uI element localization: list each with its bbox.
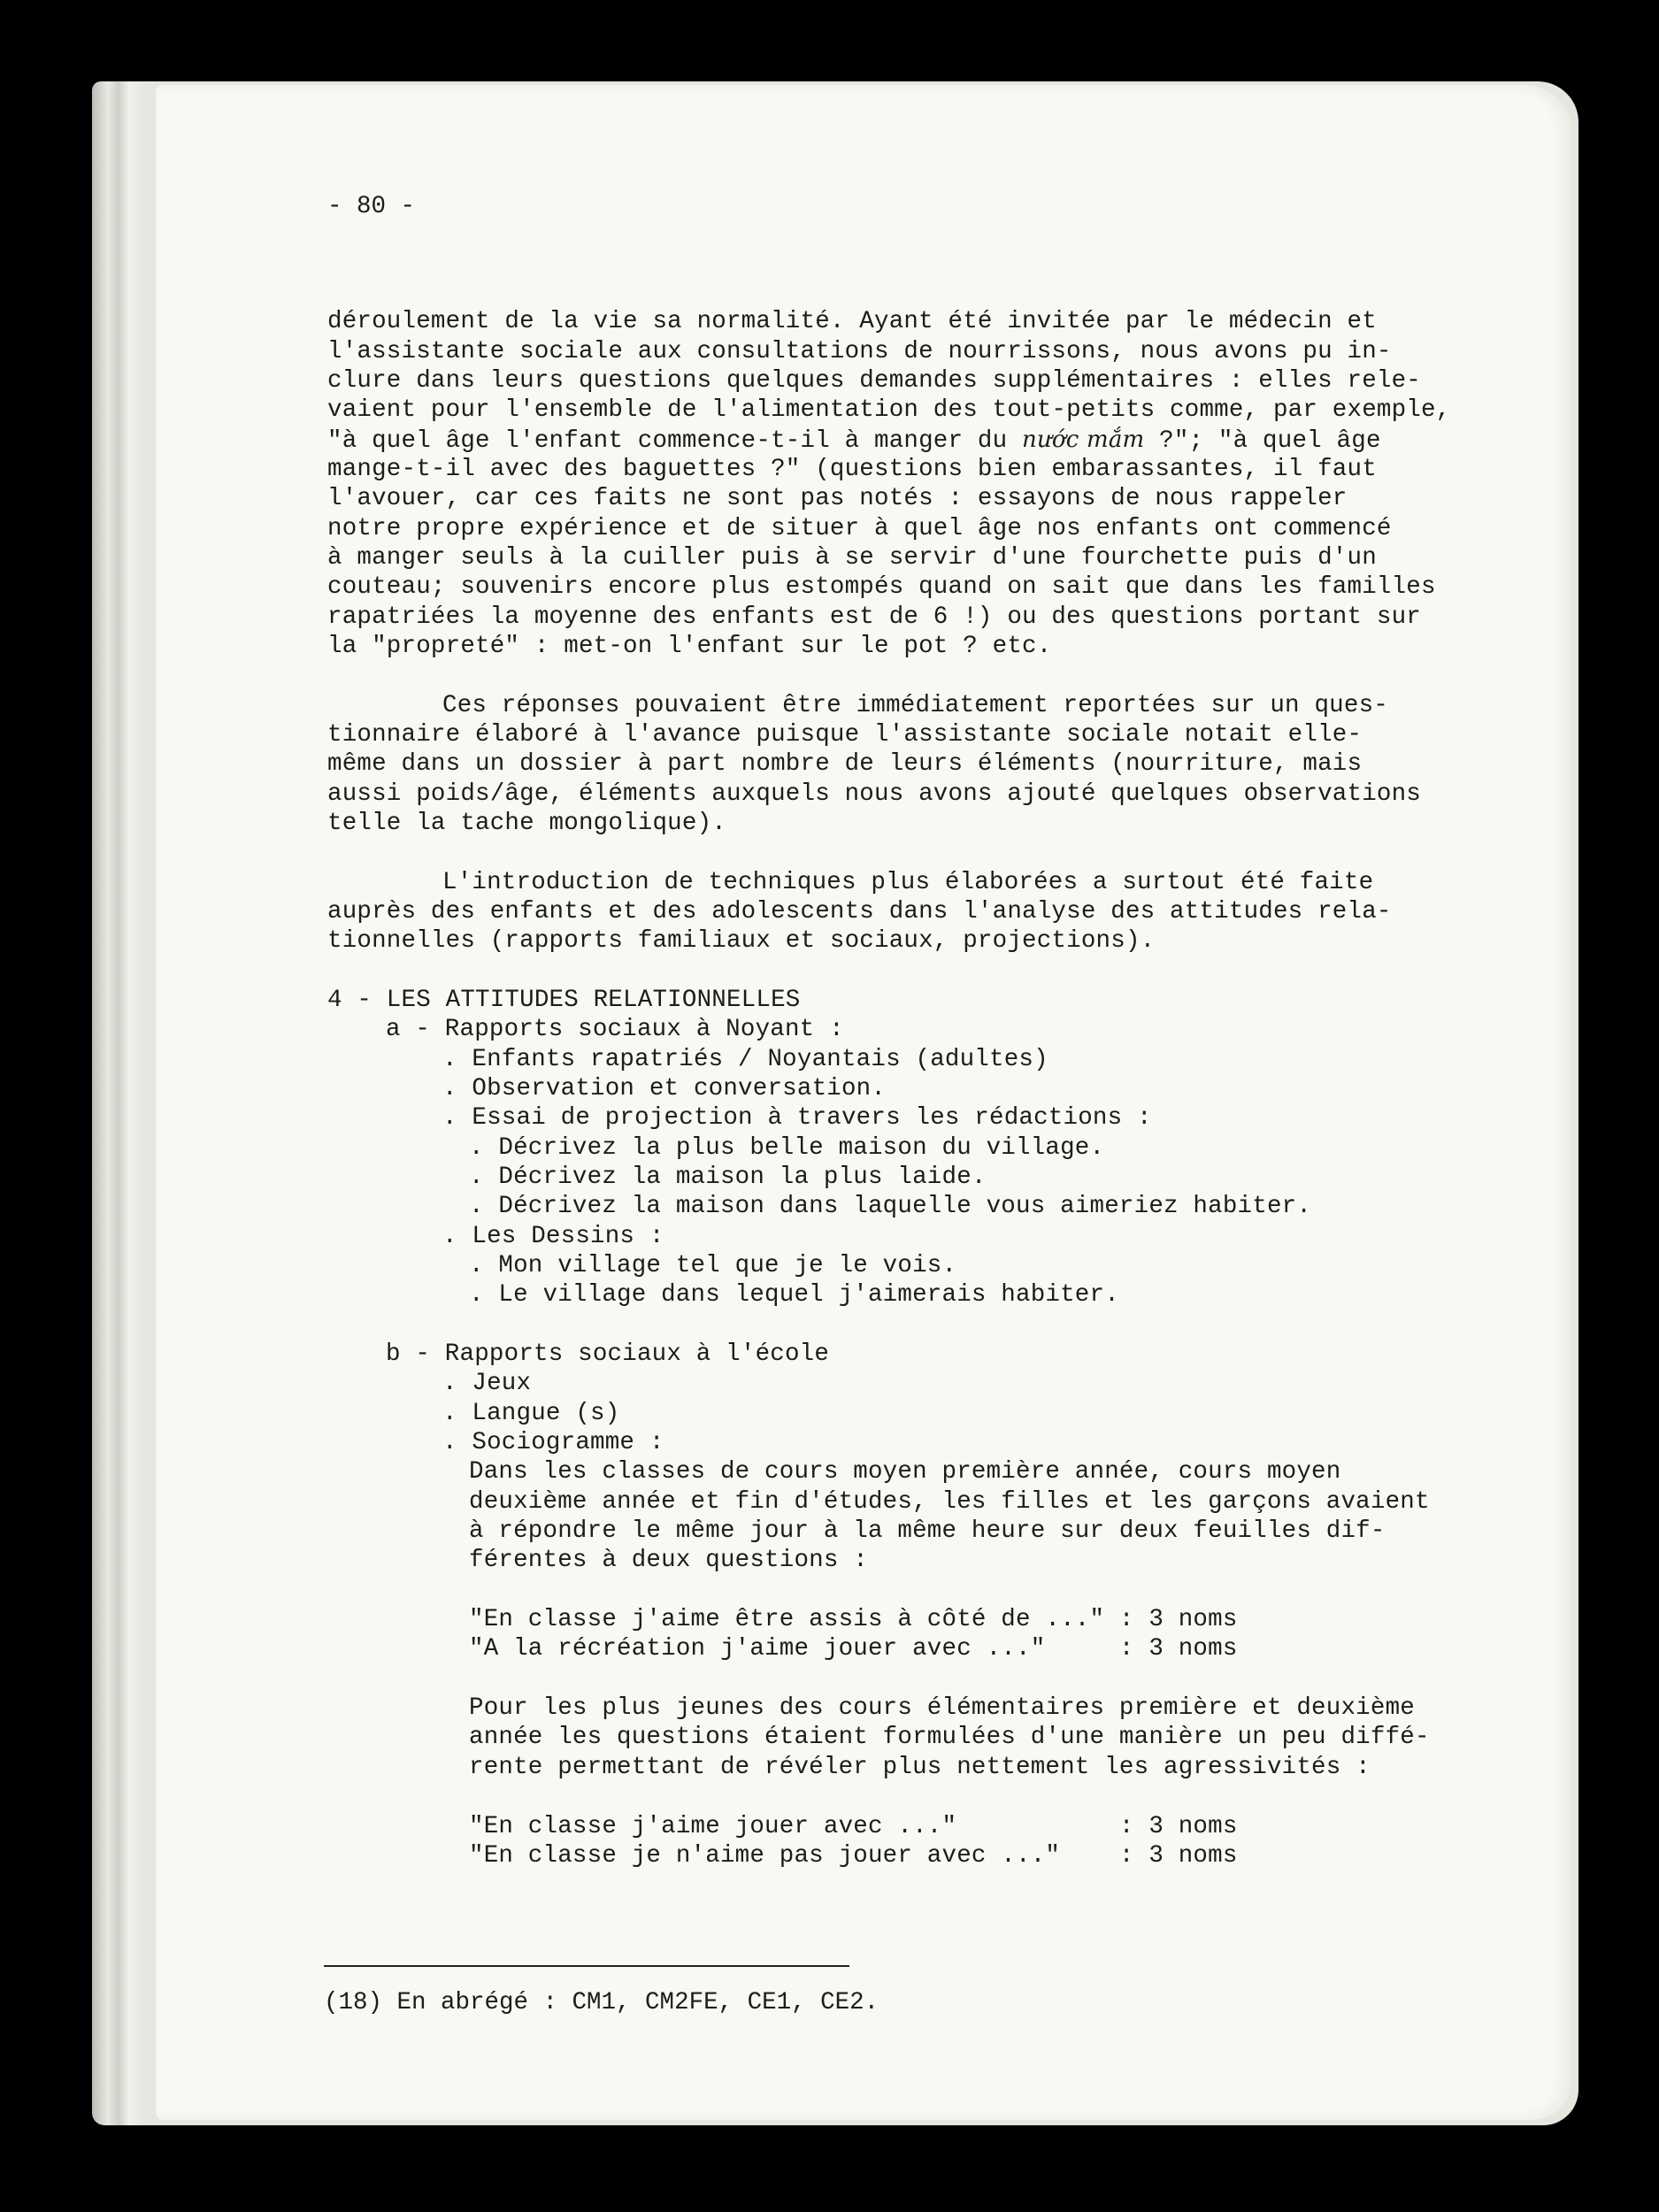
- text-line: [327, 926, 1155, 956]
- text-line: [327, 572, 1436, 602]
- text-line: [469, 1723, 1430, 1752]
- text-line-content: . Décrivez la plus belle maison du village.: [469, 1134, 1105, 1162]
- text-line: [327, 603, 1421, 632]
- text-line: [327, 366, 1421, 396]
- italic-term: nước mắm: [1022, 426, 1145, 453]
- text-line: [327, 809, 726, 838]
- text-line: [442, 1222, 664, 1251]
- text-line-content: auprès des enfants et des adolescents dans l'analyse des attitudes rela-: [327, 898, 1392, 926]
- text-line: [327, 514, 1392, 543]
- text-line-content: "En classe je n'aime pas jouer avec ..." : 3 noms: [469, 1842, 1238, 1870]
- text-line-content: à répondre le même jour à la même heure sur deux feuilles dif-: [469, 1517, 1386, 1545]
- text-line: [469, 1634, 1238, 1663]
- text-line: [327, 307, 1377, 336]
- text-line-content: 4 - LES ATTITUDES RELATIONNELLES: [327, 987, 801, 1014]
- text-line-content: même dans un dossier à part nombre de leurs éléments (nourriture, mais: [327, 750, 1363, 778]
- text-line: [469, 1192, 1311, 1221]
- text-line-content: a - Rapports sociaux à Noyant :: [386, 1016, 844, 1043]
- text-line-content: . Décrivez la maison la plus laide.: [469, 1164, 987, 1191]
- text-line: [469, 1133, 1104, 1163]
- text-line: [469, 1517, 1386, 1546]
- text-line: [469, 1487, 1430, 1517]
- text-line: [327, 897, 1392, 926]
- text-line-content: . Jeux: [442, 1370, 532, 1397]
- text-line-content: "A la récréation j'aime jouer avec ..." : 3 noms: [469, 1635, 1238, 1663]
- footnote-divider: [324, 1965, 849, 1967]
- text-line-content: "à quel âge l'enfant commence-t-il à manger du: [327, 427, 1023, 455]
- text-line-content: L'introduction de techniques plus élaborées a surtout été faite: [442, 869, 1374, 896]
- text-line: [469, 1841, 1238, 1870]
- text-line-content: l'assistante sociale aux consultations de nourrissons, nous avons pu in-: [327, 338, 1392, 365]
- text-line-content: rente permettant de révéler plus nettement les agressivités :: [469, 1754, 1371, 1781]
- text-line: [442, 691, 1388, 720]
- text-line: [327, 396, 1450, 425]
- text-line: [327, 720, 1362, 749]
- text-line-content: aussi poids/âge, éléments auxquels nous avons ajouté quelques observations: [327, 780, 1421, 808]
- text-line-content: "En classe j'aime jouer avec ..." : 3 noms: [469, 1813, 1238, 1840]
- text-line-content: Ces réponses pouvaient être immédiatement reportées sur un ques-: [442, 692, 1388, 719]
- text-line-content: rapatriées la moyenne des enfants est de 6 !) ou des questions portant sur: [327, 603, 1421, 631]
- text-line-content: "En classe j'aime être assis à côté de ..." : 3 noms: [469, 1606, 1238, 1633]
- text-line-content: mange-t-il avec des baguettes ?" (questions bien embarassantes, il faut: [327, 456, 1377, 483]
- text-line-content: . Décrivez la maison dans laquelle vous aimeriez habiter.: [469, 1193, 1312, 1220]
- text-line-content: couteau; souvenirs encore plus estompés quand on sait que dans les familles: [327, 573, 1436, 601]
- text-line-content: . Observation et conversation.: [442, 1075, 887, 1102]
- text-line-content: année les questions étaient formulées d'une manière un peu diffé-: [469, 1724, 1430, 1751]
- text-line: [469, 1546, 868, 1575]
- text-line: [386, 1015, 844, 1044]
- text-line-content: vaient pour l'ensemble de l'alimentation des tout-petits comme, par exemple,: [327, 396, 1451, 424]
- text-line: [469, 1694, 1415, 1723]
- text-line-content: . Le village dans lequel j'aimerais habiter.: [469, 1281, 1119, 1309]
- text-line: [469, 1280, 1119, 1310]
- text-line-continuation: ?"; "à quel âge: [1144, 427, 1381, 455]
- text-line: [469, 1457, 1340, 1486]
- text-line: [327, 749, 1362, 779]
- text-line-content: la "propreté" : met-on l'enfant sur le pot ? etc.: [327, 633, 1052, 660]
- text-line: [442, 1045, 1048, 1074]
- text-line: [469, 1163, 987, 1192]
- page-number: - 80 -: [327, 193, 416, 220]
- text-line-content: tionnelles (rapports familiaux et sociaux, projections).: [327, 927, 1156, 955]
- text-line-content: telle la tache mongolique).: [327, 810, 726, 837]
- text-line-content: férentes à deux questions :: [469, 1547, 868, 1574]
- text-line-content: . Enfants rapatriés / Noyantais (adultes): [442, 1046, 1048, 1073]
- text-line: [442, 1074, 886, 1103]
- text-line: [327, 426, 1381, 456]
- footnote-18: (18) En abrégé : CM1, CM2FE, CE1, CE2.: [324, 1989, 879, 2016]
- text-line-content: à manger seuls à la cuiller puis à se servir d'une fourchette puis d'un: [327, 544, 1377, 572]
- text-line-content: deuxième année et fin d'études, les filles et les garçons avaient: [469, 1488, 1430, 1516]
- text-line: [469, 1605, 1238, 1634]
- text-line-content: . Mon village tel que je le vois.: [469, 1252, 957, 1279]
- text-line: [469, 1753, 1371, 1782]
- text-line: [442, 868, 1373, 897]
- text-line-content: Pour les plus jeunes des cours élémentaires première et deuxième: [469, 1694, 1415, 1722]
- text-line: [469, 1251, 956, 1280]
- text-line-content: . Sociogramme :: [442, 1429, 664, 1456]
- text-line: [327, 337, 1392, 366]
- text-line: [327, 543, 1377, 572]
- text-line: [327, 455, 1377, 484]
- text-line: [327, 986, 801, 1015]
- text-line: [442, 1428, 664, 1457]
- text-line-content: Dans les classes de cours moyen première année, cours moyen: [469, 1458, 1341, 1486]
- text-line: [386, 1340, 829, 1369]
- text-line: [442, 1399, 619, 1428]
- text-line-content: déroulement de la vie sa normalité. Ayant été invitée par le médecin et: [327, 308, 1377, 335]
- text-line: [442, 1369, 531, 1398]
- text-line-content: notre propre expérience et de situer à quel âge nos enfants ont commencé: [327, 515, 1392, 542]
- text-line: [442, 1103, 1152, 1133]
- text-line: [327, 632, 1051, 661]
- text-line-content: l'avouer, car ces faits ne sont pas notés : essayons de nous rappeler: [327, 485, 1348, 512]
- text-line-content: . Essai de projection à travers les rédactions :: [442, 1104, 1152, 1132]
- text-line-content: b - Rapports sociaux à l'école: [386, 1340, 830, 1368]
- text-line-content: clure dans leurs questions quelques demandes supplémentaires : elles rele-: [327, 367, 1421, 395]
- text-line: [327, 780, 1421, 809]
- text-line-content: tionnaire élaboré à l'avance puisque l'assistante sociale notait elle-: [327, 721, 1363, 749]
- text-line-content: . Langue (s): [442, 1400, 620, 1427]
- text-line-content: . Les Dessins :: [442, 1223, 664, 1250]
- text-line: [327, 484, 1348, 513]
- text-line: [469, 1812, 1238, 1841]
